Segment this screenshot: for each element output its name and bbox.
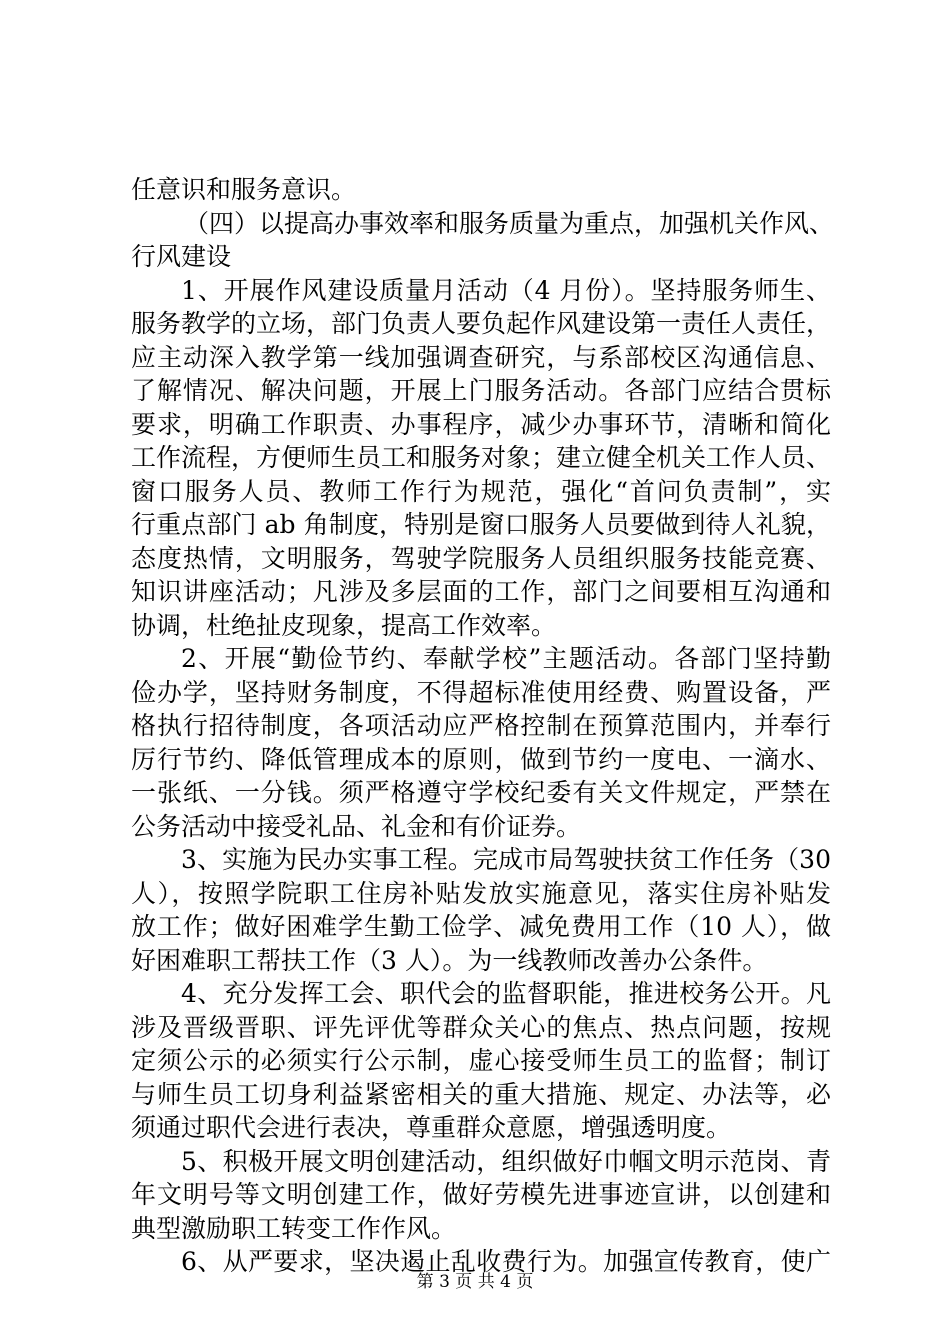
- text-line: 1、开展作风建设质量月活动（4 月份）。坚持服务师生、: [181, 276, 831, 305]
- text-line: 行风建设: [131, 242, 232, 271]
- text-line: 放工作；做好困难学生勤工俭学、减免费用工作（10 人），做: [131, 912, 831, 941]
- text-line: 年文明号等文明创建工作，做好劳模先进事迹宣讲，以创建和: [131, 1180, 831, 1209]
- text-line: 典型激励职工转变工作作风。: [131, 1214, 457, 1243]
- text-line: 了解情况、解决问题，开展上门服务活动。各部门应结合贯标: [131, 376, 831, 405]
- text-line: 态度热情，文明服务，驾驶学院服务人员组织服务技能竞赛、: [131, 544, 831, 573]
- text-line: 2、开展“勤俭节约、奉献学校”主题活动。各部门坚持勤: [181, 644, 831, 673]
- text-line: 知识讲座活动；凡涉及多层面的工作，部门之间要相互沟通和: [131, 577, 831, 606]
- text-line: 5、积极开展文明创建活动，组织做好巾帼文明示范岗、青: [181, 1147, 831, 1176]
- text-line: 行重点部门 ab 角制度，特别是窗口服务人员要做到待人礼貌，: [131, 510, 831, 539]
- text-line: 俭办学，坚持财务制度，不得超标准使用经费、购置设备，严: [131, 678, 831, 707]
- text-line: 窗口服务人员、教师工作行为规范，强化“首问负责制”，实: [131, 477, 831, 506]
- text-line: 6、从严要求，坚决遏止乱收费行为。加强宣传教育，使广: [181, 1247, 831, 1276]
- text-line: 与师生员工切身利益紧密相关的重大措施、规定、办法等，必: [131, 1080, 831, 1109]
- text-line: 人），按照学院职工住房补贴发放实施意见，落实住房补贴发: [131, 879, 831, 908]
- page-footer: 第 3 页 共 4 页: [416, 1272, 534, 1292]
- text-line: 应主动深入教学第一线加强调查研究，与系部校区沟通信息、: [131, 343, 831, 372]
- text-line: 涉及晋级晋职、评先评优等群众关心的焦点、热点问题，按规: [131, 1013, 831, 1042]
- text-line: 一张纸、一分钱。须严格遵守学校纪委有关文件规定，严禁在: [131, 778, 831, 807]
- text-line: 格执行招待制度，各项活动应严格控制在预算范围内，并奉行: [131, 711, 831, 740]
- text-line: 要求，明确工作职责、办事程序，减少办事环节，清晰和简化: [131, 410, 831, 439]
- text-line: 好困难职工帮扶工作（3 人）。为一线教师改善办公条件。: [131, 946, 768, 975]
- text-line: 协调，杜绝扯皮现象，提高工作效率。: [131, 611, 557, 640]
- text-line: 厉行节约、降低管理成本的原则，做到节约一度电、一滴水、: [131, 745, 831, 774]
- text-line: （四）以提高办事效率和服务质量为重点，加强机关作风、: [184, 209, 835, 238]
- text-line: 公务活动中接受礼品、礼金和有价证券。: [131, 812, 582, 841]
- text-line: 须通过职代会进行表决，尊重群众意愿，增强透明度。: [131, 1113, 732, 1142]
- text-line: 工作流程，方便师生员工和服务对象；建立健全机关工作人员、: [131, 443, 832, 472]
- text-line: 3、实施为民办实事工程。完成市局驾驶扶贫工作任务（30: [181, 845, 831, 874]
- text-line: 任意识和服务意识。: [131, 175, 357, 204]
- text-line: 4、充分发挥工会、职代会的监督职能，推进校务公开。凡: [181, 979, 831, 1008]
- text-line: 定须公示的必须实行公示制，虚心接受师生员工的监督；制订: [131, 1046, 831, 1075]
- text-line: 服务教学的立场，部门负责人要负起作风建设第一责任人责任，: [131, 309, 832, 338]
